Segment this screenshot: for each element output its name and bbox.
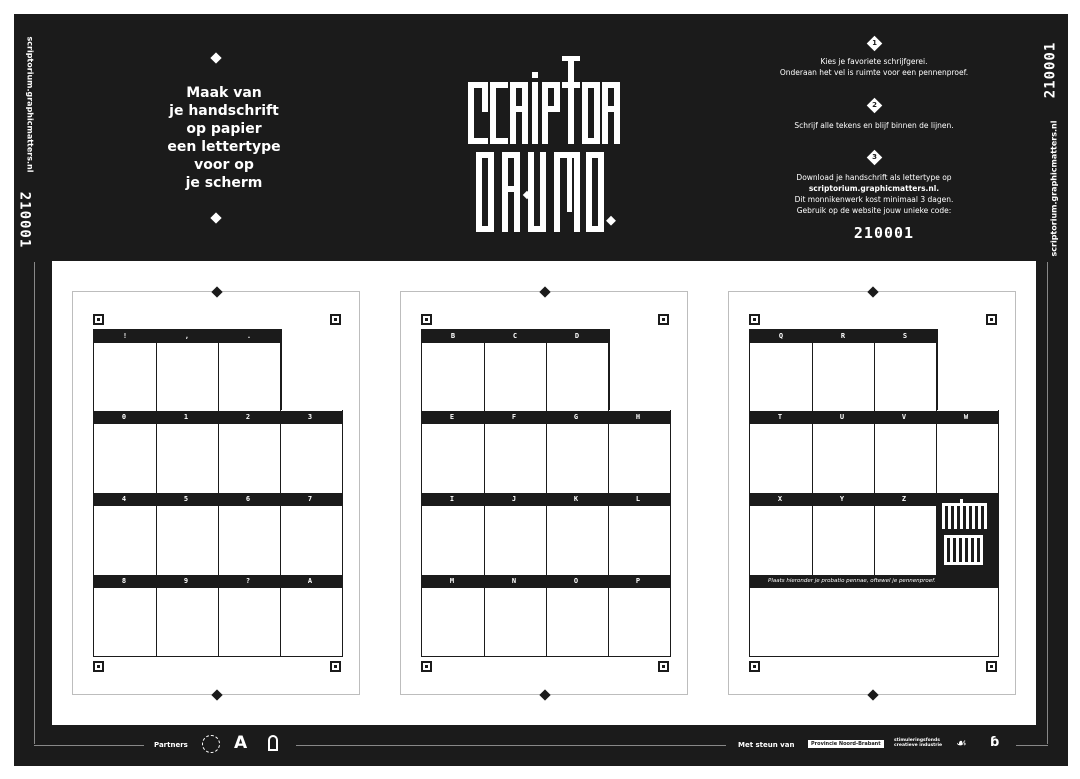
sponsor-provincie-noord-brabant: Provincie Noord-Brabant — [808, 740, 884, 748]
grid-line — [156, 330, 157, 657]
glyph-label: Z — [901, 495, 907, 503]
form-page-3 — [728, 291, 1016, 695]
step-line: Kies je favoriete schrijfgerei. — [820, 57, 928, 66]
diamond-ornament — [211, 286, 222, 297]
grid-line — [812, 330, 813, 575]
sponsor-logo-mark-icon: ☙ — [956, 736, 967, 750]
diamond-ornament — [539, 286, 550, 297]
step-2-text — [749, 120, 999, 131]
glyph-label: 7 — [307, 495, 313, 503]
glyph-label: E — [449, 413, 455, 421]
glyph-label: G — [573, 413, 579, 421]
step-3-marker — [867, 150, 883, 166]
step-2-marker — [867, 98, 883, 114]
glyph-label: I — [449, 495, 455, 503]
glyph-label: J — [511, 495, 517, 503]
glyph-label: N — [511, 577, 517, 585]
glyph-label: H — [635, 413, 641, 421]
glyph-label: 6 — [245, 495, 251, 503]
glyph-label: W — [963, 413, 969, 421]
side-rule-left — [34, 262, 35, 744]
side-code-right: 210001 — [1042, 41, 1059, 99]
glyph-label: M — [449, 577, 455, 585]
partners-label: Partners — [154, 741, 188, 749]
glyph-label: V — [901, 413, 907, 421]
glyph-label: S — [902, 332, 908, 340]
registration-mark — [986, 314, 997, 325]
poster — [14, 14, 1068, 766]
proof-note-bar — [750, 575, 999, 588]
scriptorium-logo — [462, 42, 632, 232]
glyph-header-row — [94, 330, 281, 343]
registration-mark — [93, 314, 104, 325]
glyph-header-row — [750, 330, 937, 343]
step-line: Dit monnikenwerk kost minimaal 3 dagen. — [794, 195, 954, 204]
glyph-label: 1 — [183, 413, 189, 421]
glyph-label: X — [777, 495, 783, 503]
form-page-1 — [72, 291, 360, 695]
diamond-ornament — [211, 689, 222, 700]
diamond-ornament — [210, 52, 221, 63]
step-line: scriptorium.graphicmatters.nl. — [808, 184, 940, 193]
glyph-label: U — [839, 413, 845, 421]
step-3-text — [749, 172, 999, 216]
sponsor-logo-b-icon: ɓ — [990, 735, 1000, 750]
grid-line — [484, 330, 485, 657]
proof-note: Plaats hieronder je probatio pennae, oftewel je pennenproef. — [768, 578, 936, 584]
tagline-line: je handschrift — [169, 103, 279, 119]
glyph-label: A — [307, 577, 313, 585]
step-line: Schrijf alle tekens en blijf binnen de lijnen. — [794, 121, 954, 130]
step-number: 2 — [872, 101, 877, 109]
registration-mark — [421, 314, 432, 325]
glyph-label: R — [840, 332, 846, 340]
footer-rule — [296, 745, 726, 746]
glyph-grid — [421, 329, 671, 657]
glyph-label: 4 — [121, 495, 127, 503]
glyph-header-row — [422, 330, 609, 343]
glyph-cover — [937, 329, 1001, 410]
probatio-pennae-logo — [936, 493, 999, 575]
tagline-line: Maak van — [186, 85, 262, 101]
step-1-marker — [867, 36, 883, 52]
step-number: 3 — [872, 153, 877, 161]
partner-logo-figure-icon — [268, 735, 278, 751]
probatio-pennae-block — [936, 493, 999, 575]
glyph-label: K — [573, 495, 579, 503]
glyph-grid — [93, 329, 343, 657]
form-sheet — [52, 261, 1036, 725]
glyph-label: Y — [839, 495, 845, 503]
tagline-line: voor op — [194, 157, 254, 173]
registration-mark — [749, 314, 760, 325]
step-1-text — [749, 56, 999, 78]
tagline-line: een lettertype — [167, 139, 281, 155]
glyph-label: B — [450, 332, 456, 340]
partner-logo-a-icon: A — [234, 733, 248, 753]
footer-rule — [34, 745, 144, 746]
side-rule-right — [1047, 262, 1048, 744]
glyph-label: 3 — [307, 413, 313, 421]
glyph-label: 0 — [121, 413, 127, 421]
unique-code: 210001 — [853, 224, 915, 242]
glyph-label: T — [777, 413, 783, 421]
glyph-label: C — [512, 332, 518, 340]
grid-line — [546, 330, 547, 657]
glyph-label: L — [635, 495, 641, 503]
grid-line — [874, 330, 875, 575]
side-code-left: 210001 — [16, 191, 33, 249]
step-number: 1 — [872, 39, 877, 47]
tagline-line: je scherm — [185, 175, 263, 191]
registration-mark — [330, 314, 341, 325]
partner-logo-circle-icon — [202, 735, 220, 753]
diamond-ornament — [210, 212, 221, 223]
registration-mark — [93, 661, 104, 672]
glyph-label: Q — [778, 332, 784, 340]
glyph-label: F — [511, 413, 517, 421]
glyph-label: 9 — [183, 577, 189, 585]
footer-rule — [1016, 745, 1048, 746]
diamond-ornament — [867, 689, 878, 700]
glyph-grid — [749, 329, 999, 657]
glyph-label: O — [573, 577, 579, 585]
side-url-right: scriptorium.graphicmatters.nl — [1049, 120, 1059, 257]
registration-mark — [330, 661, 341, 672]
registration-mark — [658, 314, 669, 325]
glyph-label: 8 — [121, 577, 127, 585]
glyph-label: ? — [245, 577, 251, 585]
diamond-ornament — [867, 286, 878, 297]
glyph-cover — [609, 329, 673, 410]
diamond-ornament — [539, 689, 550, 700]
step-line: Onderaan het vel is ruimte voor een pennenproef. — [779, 68, 969, 77]
glyph-label: . — [246, 332, 252, 340]
registration-mark — [658, 661, 669, 672]
glyph-label: ! — [122, 332, 128, 340]
form-page-2 — [400, 291, 688, 695]
glyph-label: D — [574, 332, 580, 340]
sponsor-stimuleringsfonds: stimuleringsfonds creatieve industrie — [894, 738, 943, 748]
glyph-header-row — [749, 493, 936, 506]
step-line: Download je handschrift als lettertype op — [796, 173, 952, 182]
step-line: Gebruik op de website jouw unieke code: — [796, 206, 952, 215]
support-label: Met steun van — [738, 741, 795, 749]
glyph-label: P — [635, 577, 641, 585]
tagline-line: op papier — [186, 121, 262, 137]
logo-letters — [468, 56, 620, 232]
glyph-label: 5 — [183, 495, 189, 503]
side-url-left: scriptorium.graphicmatters.nl — [25, 36, 35, 173]
registration-mark — [986, 661, 997, 672]
registration-mark — [749, 661, 760, 672]
tagline — [164, 84, 284, 192]
registration-mark — [421, 661, 432, 672]
glyph-cover — [281, 329, 345, 410]
glyph-label: 2 — [245, 413, 251, 421]
grid-line — [218, 330, 219, 657]
glyph-label: , — [184, 332, 190, 340]
